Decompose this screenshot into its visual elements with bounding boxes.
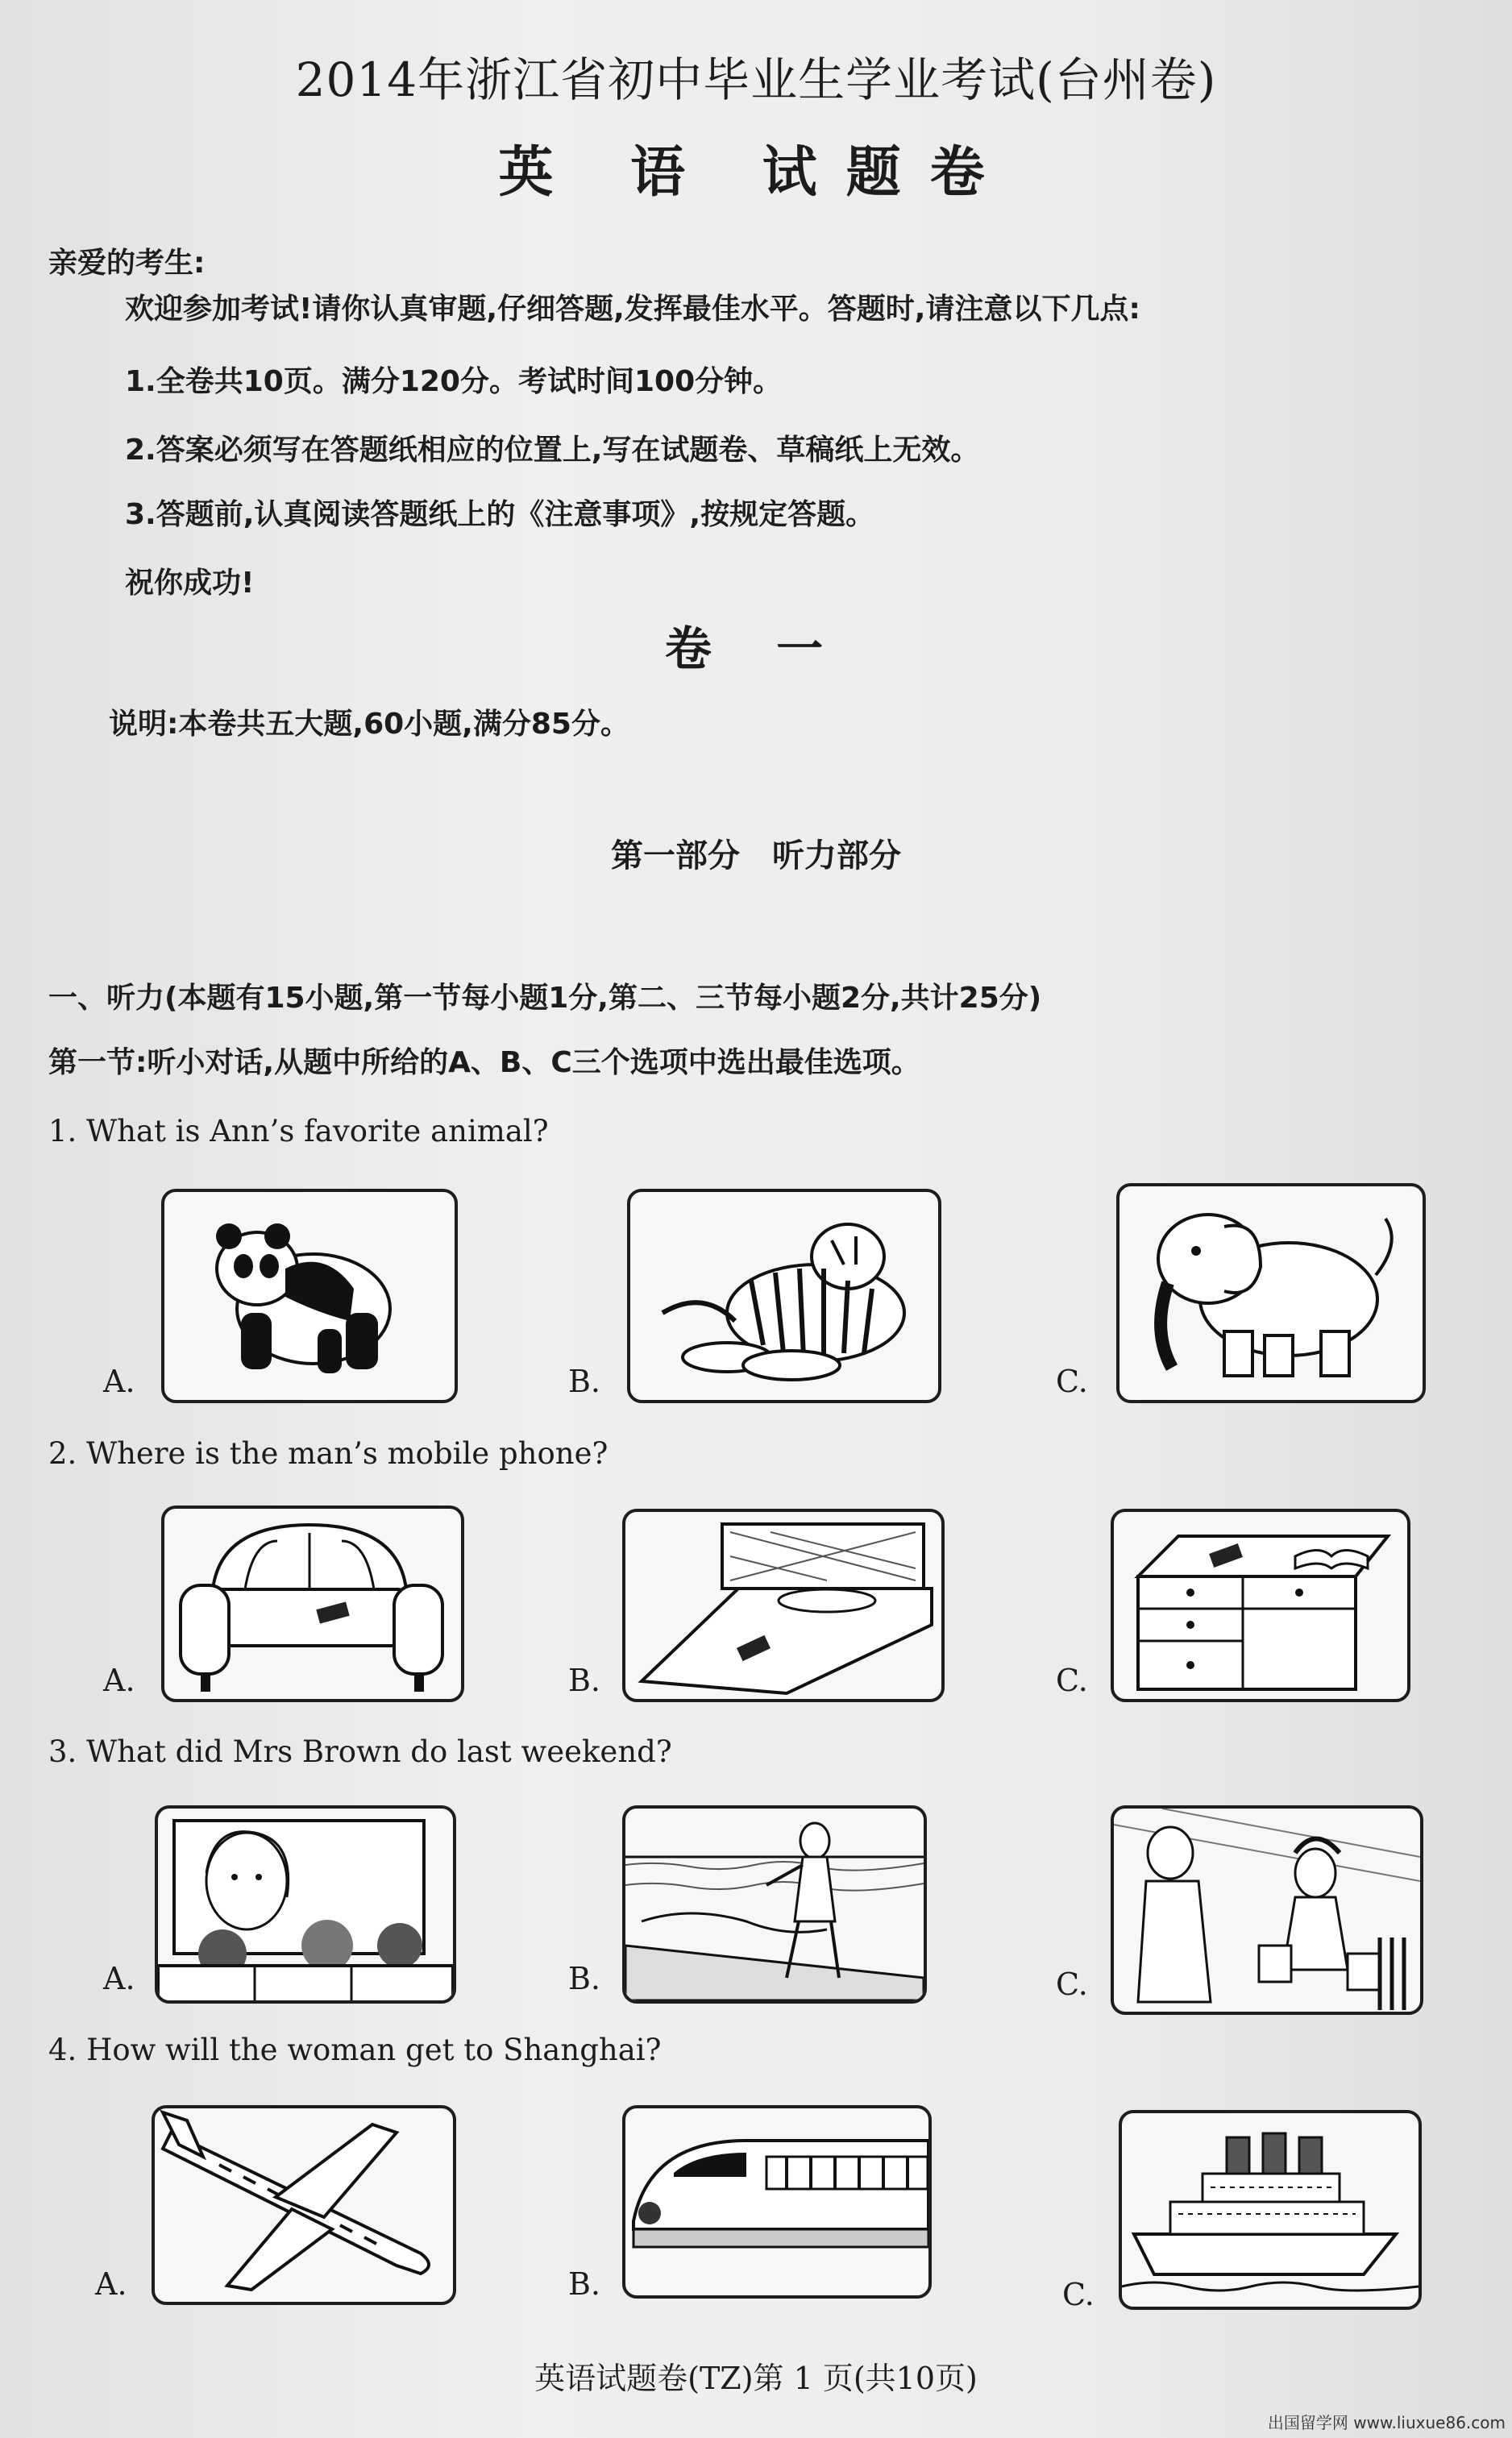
beach-icon xyxy=(625,1809,924,2000)
option-4c-label: C. xyxy=(1062,2277,1095,2312)
volume-title: 卷 一 xyxy=(664,621,848,676)
ship-icon xyxy=(1122,2113,1419,2307)
page-footer: 英语试题卷(TZ)第 1 页(共10页) xyxy=(534,2361,978,2396)
bed-picture xyxy=(622,1509,945,1702)
greeting: 亲爱的考生: xyxy=(48,247,206,280)
note-2: 2.答案必须写在答题纸相应的位置上,写在试题卷、草稿纸上无效。 xyxy=(125,434,980,467)
train-picture xyxy=(622,2105,932,2299)
beach-picture xyxy=(622,1805,927,2004)
shopping-icon xyxy=(1114,1809,1420,2012)
option-2a-label: A. xyxy=(103,1663,135,1698)
option-1c-label: C. xyxy=(1056,1364,1088,1399)
exam-subtitle: 英 语 试题卷 xyxy=(498,140,1014,205)
note-3: 3.答题前,认真阅读答题纸上的《注意事项》,按规定答题。 xyxy=(125,498,875,531)
option-4b-label: B. xyxy=(568,2266,601,2302)
question-4: 4. How will the woman get to Shanghai? xyxy=(48,2033,662,2067)
exam-title: 2014年浙江省初中毕业生学业考试(台州卷) xyxy=(295,52,1217,107)
question-3: 3. What did Mrs Brown do last weekend? xyxy=(48,1734,672,1769)
note-1: 1.全卷共10页。满分120分。考试时间100分钟。 xyxy=(125,365,783,398)
part-title: 第一部分 听力部分 xyxy=(611,837,901,874)
option-2c-label: C. xyxy=(1056,1663,1088,1698)
tv-audience-icon xyxy=(158,1809,453,2000)
shopping-picture xyxy=(1111,1805,1423,2015)
desk-picture xyxy=(1111,1509,1410,1702)
bed-icon xyxy=(625,1512,941,1699)
desk-icon xyxy=(1114,1512,1407,1699)
question-2: 2. Where is the man’s mobile phone? xyxy=(48,1436,609,1471)
sofa-picture xyxy=(161,1506,464,1702)
option-3c-label: C. xyxy=(1056,1967,1088,2002)
sofa-icon xyxy=(164,1509,461,1699)
option-2b-label: B. xyxy=(568,1663,601,1698)
option-3a-label: A. xyxy=(103,1961,135,1996)
watermark: 出国留学网 www.liuxue86.com xyxy=(1267,2413,1506,2432)
question-1: 1. What is Ann’s favorite animal? xyxy=(48,1114,549,1148)
ship-picture xyxy=(1119,2110,1422,2310)
option-4a-label: A. xyxy=(95,2266,127,2302)
section-instruction: 第一节:听小对话,从题中所给的A、B、C三个选项中选出最佳选项。 xyxy=(48,1046,920,1079)
option-3b-label: B. xyxy=(568,1961,601,1996)
volume-note: 说明:本卷共五大题,60小题,满分85分。 xyxy=(109,708,629,741)
panda-picture xyxy=(161,1189,458,1403)
section-heading: 一、听力(本题有15小题,第一节每小题1分,第二、三节每小题2分,共计25分) xyxy=(48,982,1042,1015)
welcome-text: 欢迎参加考试!请你认真审题,仔细答题,发挥最佳水平。答题时,请注意以下几点: xyxy=(125,293,1140,326)
tiger-picture xyxy=(627,1189,941,1403)
wish-text: 祝你成功! xyxy=(125,567,255,600)
tiger-icon xyxy=(630,1192,938,1400)
plane-picture xyxy=(152,2105,456,2305)
elephant-icon xyxy=(1119,1186,1423,1400)
watching-tv-picture xyxy=(155,1805,456,2004)
elephant-picture xyxy=(1116,1183,1426,1403)
option-1b-label: B. xyxy=(568,1364,601,1399)
airplane-icon xyxy=(155,2108,453,2302)
panda-icon xyxy=(164,1192,455,1400)
option-1a-label: A. xyxy=(103,1364,135,1399)
train-icon xyxy=(625,2108,928,2295)
